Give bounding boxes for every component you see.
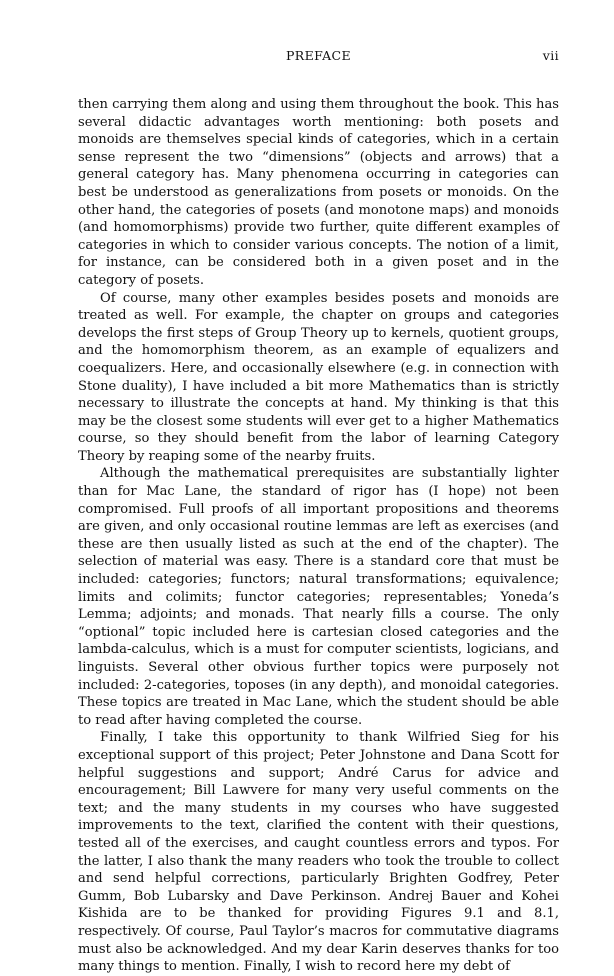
running-head: [78, 48, 559, 68]
running-head-title: PREFACE: [285, 48, 352, 63]
paragraph-continued: then carrying them along and using them throughout the book. This has several didactic advantages worth mentioning: both posets and monoids are themselves special kinds of categories, which in a certain sense represent the two “dimensions” (objects and arrows) that a general category has. Many phenomena occurring in categories can best be understood as generalizations from posets or monoids. On the other hand, the categories of posets (and monotone maps) and monoids (and homomorphisms) provide two further, quite different examples of categories in which to consider various concepts. The notion of a limit, for instance, can be considered both in a given poset and in the category of posets.: [78, 97, 559, 288]
paragraph-prerequisites: Although the mathematical prerequisites are substantially lighter than for Mac Lane, the standard of rigor has (I hope) not been compromised. Full proofs of all important propositions and theorems are given, and only occasional routine lemmas are left as exercises (and these are then usually listed as such at the end of the chapter). The selection of material was easy. There is a standard core that must be included: categories; functors; natural transformations; equivalence; limits and colimits; functor categories; representables; Yoneda’s Lemma; adjoints; and monads. That nearly fills a course. The only “optional” topic included here is cartesian closed categories and the lambda-calculus, which is a must for computer scientists, logicians, and linguists. Several other obvious further topics were purposely not included: 2-categories, toposes (in any depth), and monoidal categories. These topics are treated in Mac Lane, which the student should be able to read after having completed the course.: [78, 466, 559, 728]
book-page: [78, 0, 559, 975]
paragraph-examples: Of course, many other examples besides posets and monoids are treated as well. For example, the chapter on groups and categories develops the first steps of Group Theory up to kernels, quotient groups, and the homomorphism theorem, as an example of equalizers and coequalizers. Here, and occasionally elsewhere (e.g. in connection with Stone duality), I have included a bit more Mathematics than is strictly necessary to illustrate the concepts at hand. My thinking is that this may be the closest some students will ever get to a higher Mathematics course, so they should benefit from the labor of learning Category Theory by reaping some of the nearby fruits.: [78, 290, 559, 464]
paragraph-acknowledgments: Finally, I take this opportunity to thank Wilfried Sieg for his exceptional support of this project; Peter Johnstone and Dana Scott for helpful suggestions and support; André Carus for advice and encouragement; Bill Lawvere for many very useful comments on the text; and the many students in my courses who have suggested improvements to the text, clarified the content with their questions, tested all of the exercises, and caught countless errors and typos. For the latter, I also thank the many readers who took the trouble to collect and send helpful corrections, particularly Brighten Godfrey, Peter Gumm, Bob Lubarsky and Dave Perkinson. Andrej Bauer and Kohei Kishida are to be thanked for providing Figures 9.1 and 8.1, respectively. Of course, Paul Taylor’s macros for commutative diagrams must also be acknowledged. And my dear Karin deserves thanks for too many things to mention. Finally, I wish to record here my debt of: [78, 730, 559, 975]
body-text: [78, 96, 559, 976]
page-number: vii: [542, 48, 559, 63]
